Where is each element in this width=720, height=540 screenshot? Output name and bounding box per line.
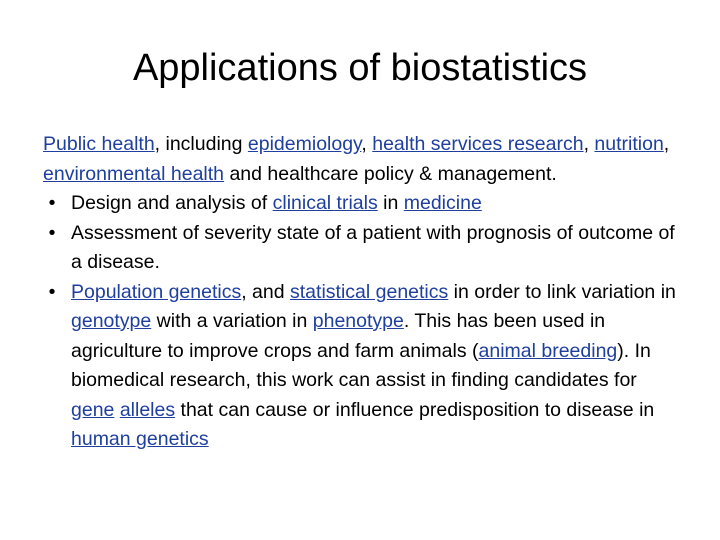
text-run: with a variation in xyxy=(151,310,313,332)
bullet-icon: • xyxy=(48,221,56,244)
text-run: , including xyxy=(154,133,248,155)
link-gene[interactable]: gene xyxy=(71,398,115,421)
text-run: , and xyxy=(241,280,291,303)
link-medicine[interactable]: medicine xyxy=(403,192,482,214)
link-environmental-health[interactable]: environmental health xyxy=(43,162,225,185)
link-public-health[interactable]: Public health xyxy=(43,133,155,155)
link-animal-breeding[interactable]: animal breeding xyxy=(478,339,618,362)
bullet-item xyxy=(43,278,683,455)
text-run: ). In biomedical research, this work can assist in finding candidates for xyxy=(71,339,651,391)
bullet-list xyxy=(43,189,683,455)
link-epidemiology[interactable]: epidemiology xyxy=(247,133,362,155)
link-human-genetics[interactable]: human genetics xyxy=(71,428,209,450)
text-run: , xyxy=(583,133,595,155)
link-health-services-research[interactable]: health services research xyxy=(372,133,584,155)
bullet-icon: • xyxy=(48,192,56,214)
slide-body xyxy=(43,130,683,455)
bullet-item xyxy=(43,189,683,219)
text-run: , xyxy=(663,133,670,155)
text-run: , xyxy=(361,133,373,155)
text-run: in order to link variation in xyxy=(448,280,676,303)
bullet-icon: • xyxy=(48,280,56,303)
link-clinical-trials[interactable]: clinical trials xyxy=(272,192,378,214)
text-run: . This has been used in agriculture to improve crops and farm animals ( xyxy=(71,310,606,362)
text-run: that can cause or influence predisposition to disease in xyxy=(175,398,655,421)
text-run: in xyxy=(377,192,404,214)
link-genotype[interactable]: genotype xyxy=(71,310,152,332)
text-run: Assessment of severity state of a patient with prognosis of outcome of a disease. xyxy=(71,221,675,273)
slide-title: Applications of biostatistics xyxy=(132,47,588,89)
link-statistical-genetics[interactable]: statistical genetics xyxy=(290,280,449,303)
text-run: and healthcare policy & management. xyxy=(224,162,557,185)
link-alleles[interactable]: alleles xyxy=(119,398,176,421)
link-phenotype[interactable]: phenotype xyxy=(312,310,404,332)
intro-paragraph xyxy=(43,130,683,189)
link-nutrition[interactable]: nutrition xyxy=(594,133,664,155)
bullet-item xyxy=(43,219,683,278)
link-population-genetics[interactable]: Population genetics xyxy=(71,280,242,303)
text-run: Design and analysis of xyxy=(71,192,273,214)
